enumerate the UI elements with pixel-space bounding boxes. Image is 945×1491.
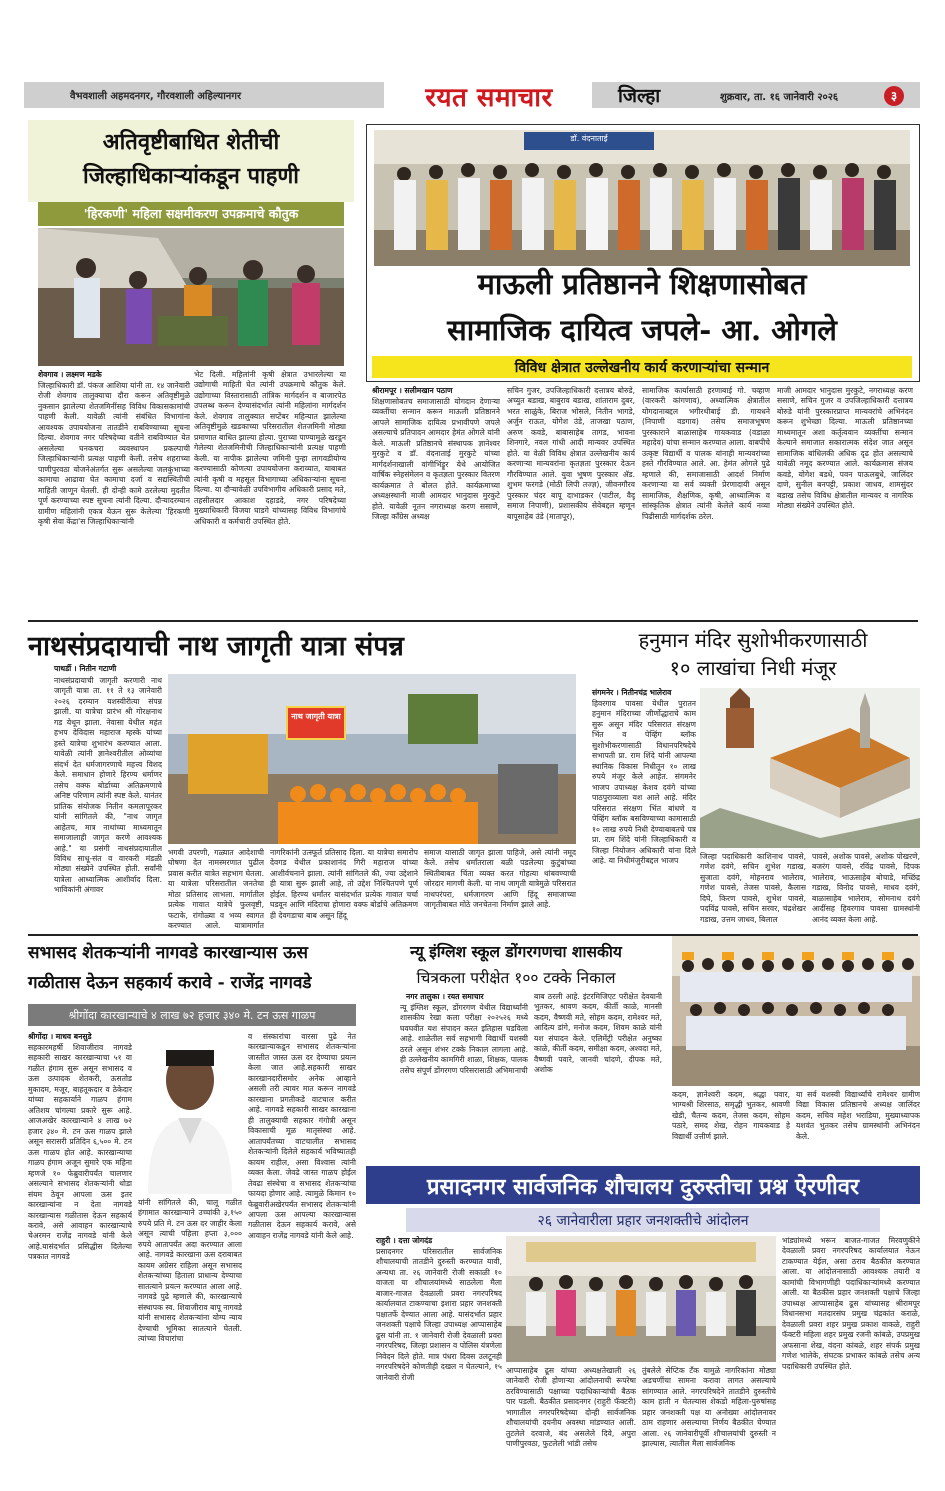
temple-render (700, 688, 920, 848)
headline-line2: चित्रकला परीक्षेत १०० टक्के निकाल (416, 969, 616, 987)
photo-banner (286, 706, 346, 740)
felicitation-photo (374, 130, 910, 266)
story-mauli (366, 124, 918, 620)
meeting-photo (506, 1236, 776, 1362)
section-divider (28, 620, 918, 622)
dateline: श्रीरामपूर । सलीमखान पठाण (372, 386, 453, 395)
body-col3: कदम, ज्ञानेश्वरी कदम, श्रद्धा पवार, भाग्यश्री शिरसाठ, समृद्धी भुतकर, श्रावणी खेडी, चैतन्य कदम, तेजस कदम, सोहम पठारे, समद शेख, रोहन गायकवाड हे विद्यार्थी उत्तीर्ण झाले. (672, 1090, 790, 1141)
body-col4: समाज यासाठी जागृत झाला पाहिजे, असे त्यांनी नमूद केले. तसेच धर्मांतराला बळी पडलेल्या कुटुंबांच्या स्थितीबाबत चिंता व्यक्त करत गोहत्या थांबवण्याची जोरदार मागणी केली. या नाथ जागृती यात्रेमुळे परिसरात नाथपरंपरा, धर्मजागरण आणि हिंदू समाजाच्या जागृतीबाबत मोठे जनचेतना निर्माण झाले आहे. (424, 848, 576, 910)
story-hanuman-temple (586, 624, 920, 932)
dateline: श्रीगोंदा । माधव बनसुडे (28, 1032, 92, 1041)
body-col1: प्रसादनगर परिसरातील सार्वजनिक शौचालयाची तातडीने दुरुस्ती करण्यात यावी, अन्यथा ता. २६ जानेवारी रोजी सकाळी १० वाजता या शौचालयांमध्ये साठलेला मैला बाजार-गाजत देवळाली प्रवरा नगरपरिषद कार्यालयात टाकण्याचा इशारा प्रहार जनशक्ती पक्षातर्फे देण्यात आला आहे. यासंदर्भात प्रहार जनशक्ती पक्षाचे जिल्हा उपाध्यक्ष आप्पासाहेब ढूस यांनी ता. १ जानेवारी रोजी देवळाली प्रवरा नगरपरिषद, जिल्हा प्रशासन व पोलिस यंत्रणेला निवेदन दिले होते. मात्र पंधरा दिवस उलटूनही नगरपरिषदेने कोणतीही दखल न घेतल्याने, १५ जानेवारी रोजी (376, 1247, 502, 1382)
body-col2: भेट दिली. महिलांनी कृषी क्षेत्रात उभारलेल्या या उद्योगाची माहिती घेत त्यांनी उपक्रमाचे कौतुक केले. उद्योगाच्या विस्तारासाठी तांत्रिक मार्गदर्शन व बाजारपेठ उपलब्ध करून देण्यासंदर्भात त्यांनी महिलांना मार्गदर्शन केले. शेवगाव तालुक्यात सप्टेंबर महिन्यात झालेल्या अतिवृष्टीमुळे खडकाच्या परिसरातील शेतजमिनी मोठ्या प्रमाणात बाधित झाल्या होत्या. पुराच्या पाण्यामुळे खरडून गेलेल्या शेतजमिनीची जिल्हाधिकाऱ्यांनी प्रत्यक्ष पाहणी केली. या नापीक झालेल्या जमिनी पुन्हा लागवडीयोग्य करण्यासाठी कोणत्या उपाययोजना कराव्यात, याबाबत त्यांनी कृषी व महसूल विभागाच्या अधिकाऱ्यांना सूचना दिल्या. या दौऱ्यावेळी उपविभागीय अधिकारी प्रसाद मते, तहसीलदार आकाश दहाडदे, नगर परिषदेच्या मुख्याधिकारी विजया घाडगे यांच्यासह विविध विभागांचे अधिकारी व कर्मचारी उपस्थित होते. (194, 370, 346, 526)
headline-line2: गळीतास देऊन सहकार्य करावे - राजेंद्र नागवडे (28, 973, 312, 993)
headline-line2: जिल्हाधिकाऱ्यांकडून पाहणी (83, 163, 299, 189)
headline-line1: हनुमान मंदिर सुशोभीकरणासाठी (638, 628, 868, 652)
body-col1: जिल्हाधिकारी डॉ. पंकज आशिया यांनी ता. १४ जानेवारी रोजी शेवगाव तालुक्याचा दौरा करून अतिवृष्टीमुळे नुकसान झालेल्या शेतजमिनींसह विविध विकासकामांची पाहणी केली. यावेळी त्यांनी संबंधित विभागांना आवश्यक उपाययोजना तातडीने राबविण्याच्या सूचना दिल्या. शेवगाव नगर परिषदेच्या वतीने राबविण्यात येत असलेल्या घनकचरा व्यवस्थापन प्रकल्पाची जिल्हाधिकाऱ्यांनी प्रत्यक्ष पाहणी केली. तसेच शहराच्या पाणीपुरवठा योजनेअंतर्गत सुरू असलेल्या जलकुंभाच्या कामाचा आढावा घेत कामाचा दर्जा व सद्यस्थितीची माहिती जाणून घेतली. ही दोन्ही कामे ठरलेल्या मुदतीत पूर्ण करण्याच्या स्पष्ट सूचना त्यांनी दिल्या. दौऱ्यादरम्यान ग्रामीण महिलांनी एकत्र येऊन सुरू केलेल्या 'हिरकणी कृषी सेवा केंद्रा'स जिल्हाधिकाऱ्यांनी (38, 381, 190, 527)
story-school-result (366, 936, 920, 1164)
body-col1: हिवरगाव पावसा येथील पुरातन हनुमान मंदिराच्या जीर्णोद्धाराचे काम सुरू असून मंदिर परिसरात संरक्षण भिंत व पेव्हिंग ब्लॉक सुशोभीकरणासाठी विधानपरिषदेचे सभापती प्रा. राम शिंदे यांनी आपल्या स्थानिक विकास निधीतून १० लाख रुपये मंजूर केले आहेत. संगमनेर भाजप उपाध्यक्ष केशव दवंगे यांच्या पाठपुराव्याला यश आले आहे. मंदिर परिसरात संरक्षण भिंत बांधणे व पेव्हिंग ब्लॉक बसविण्याच्या कामासाठी १० लाख रुपये निधी देण्याबाबतचे पत्र प्रा. राम शिंदे यांनी जिल्हाधिकारी व जिल्हा नियोजन अधिकारी यांना दिले आहे. या निधीमंजुरीबद्दल भाजप (592, 699, 696, 866)
kicker-text: श्रीगोंदा कारखान्याचे ४ लाख ७२ हजार ३४० मे. टन ऊस गाळप (68, 1009, 316, 1022)
headline-line2: सामाजिक दायित्व जपले- आ. ओगले (447, 313, 837, 347)
headline-line1: न्यू इंग्लिश स्कूल डोंगरगणचा शासकीय (410, 942, 622, 961)
photo-banner-text: डॉ. वंदनाताई (570, 134, 608, 143)
kicker-text: २६ जानेवारीला प्रहार जनशक्तीचे आंदोलन (537, 1213, 749, 1229)
body-col1: सहकारमहर्षी शिवाजीराव नागवडे सहकारी साखर कारखान्याचा ५१ वा गळीत हंगाम सुरू असून सभासद व ऊस उत्पादक शेतकरी, ऊसतोड मुकादम, मजूर, बाहतूकदार व ठेकेदार यांच्या सहकार्याने गाळप हंगाम अतिशय चांगल्या प्रकारे सुरू आहे. आजअखेर कारखान्याने ४ लाख ७२ हजार ३४० मे. टन ऊस गाळप झाले असून सरासरी प्रतिदिन ६,५०० मे. टन ऊस गाळप होत आहे. कारखान्याचा गाळप हंगाम अजून सुमारे एक महिना म्हणजे १० फेब्रुवारीपर्यंत चालणार असल्याने सभासद शेतकऱ्यांनी थोडा संयम ठेवून आपला ऊस इतर कारखान्यांना न देता नागवडे कारखान्यास गळीतास देऊन सहकार्य करावे, असे आवाहन कारखान्याचे चेअरमन राजेंद्र नागवडे यांनी केले आहे.यासंदर्भात प्रसिद्धीस दिलेल्या पत्रकात नागवडे (28, 1043, 132, 1262)
body-col3: सामाजिक कार्यासाठी हरणाबाई गो. चव्हाण (वारकरी कांगणाव), अध्यात्मिक क्षेत्रातील योगदानाबद्दल भगीरथीबाई डी. गायधने (निपाणी वडगाव) तसेच समाजभूषण पुरस्काराने बाळासाहेब गायकवाड (वडाळा महादेव) यांचा सन्मान करण्यात आला. वाबपीचे उत्कृष्ट विद्यार्थी व पालक यांनाही मान्यवरांच्या हस्ते गौरविण्यात आले. आ. हेमंत ओगले पुढे म्हणाले की, समाजासाठी आदर्श निर्माण करणाऱ्या या सर्व व्यक्ती प्रेरणादायी असून सामाजिक, शैक्षणिक, कृषी, आध्यात्मिक व सांस्कृतिक क्षेत्रात त्यांनी केलेले कार्य नव्या पिढीसाठी मार्गदर्शक ठरेल. (642, 386, 770, 521)
body-col4: या सर्व यशस्वी विद्यार्थ्यांचे रामेश्वर ग्रामीण विद्या विकास प्रतिष्ठानचे अध्यक्ष जालिंदर कदम, सचिव महेश भराडिया, मुख्याध्यापक यशवंत भुतकर तसेच ग्रामस्थांनी अभिनंदन केले. (796, 1090, 920, 1141)
kicker-text: 'हिरकणी' महिला सक्षमीकरण उपक्रमाचे कौतुक (83, 206, 299, 221)
dateline: शेवगाव । लक्ष्मण मडके (38, 370, 102, 379)
issue-date: शुक्रवार, ता. १६ जानेवारी २०२६ (720, 92, 839, 103)
kicker-text: विविध क्षेत्रात उल्लेखनीय कार्य करणाऱ्यांचा सन्मान (514, 360, 770, 376)
body-col1: न्यू इंग्लिश स्कूल, डोंगरगण येथील विद्यार्थ्यांनी शासकीय रेखा कला परीक्षा २०२५२६ मध्ये घवघवीत यश संपादन करत इतिहास घडविला आहे. शाळेतील सर्व सहभागी विद्यार्थी यशस्वी ठरले असून शंभर टक्के निकाल लागला आहे. ही उल्लेखनीय कामगिरी शाळा, शिक्षक, पालक तसेच संपूर्ण डोंगरगण परिसरासाठी अभिमानाची (400, 1003, 528, 1075)
kicker-band (372, 356, 912, 378)
headline: प्रसादनगर सार्वजनिक शौचालय दुरुस्तीचा प्रश्न ऐरणीवर (427, 1174, 859, 1200)
students-photo (672, 936, 920, 1086)
dateline: नगर तालुका । रयत समाचार (406, 992, 484, 1001)
portrait-photo (138, 1032, 242, 1194)
headline: नाथसंप्रदायाची नाथ जागृती यात्रा संपन्न (28, 631, 404, 662)
story-prasadnagar-toilet (366, 1166, 920, 1486)
tagline-band (24, 82, 384, 108)
story-nath-yatra (28, 624, 576, 932)
photo-banner-text: नाथ जागृती यात्रा (291, 711, 341, 721)
dateline: राहुरी । दत्ता जोगदंड (376, 1236, 433, 1245)
body-col2: जिल्हा पदाधिकारी काशिनाथ पावसे, गणेश दवंगे, सचिन शुभेश गडाख, सुजाता दवंगे, मोहनराव भालेराव, गणेश पावसे, तेजस पावसे, कैलास दिघे, किरण पावसे, शुभेश पावसे, पदविंद्र पावसे, सचिन सरवर, चंद्रशेखर गडाख, उत्तम जाधव, बिलाल (700, 852, 806, 924)
body-col2: यांनी सांगितले की, चालू गळीत हंगामात कारखान्याने उच्चांकी ३,१५० रुपये प्रति मे. टन ऊस दर जाहीर केला असून त्याची पहिला हप्ता ३,००० रुपये आतापर्यंत अदा करण्यात आला आहे. नागवडे कारखाना ऊस दराबाबत कायम अग्रेसर राहिला असून सभासद शेतकऱ्यांच्या हिताला प्राधान्य देण्याचा सातत्याने प्रयत्न करण्यात आला आहे. नागवडे पुढे म्हणाले की, कारखान्याचे संस्थापक स्व. शिवाजीराव बापू नागवडे यांनी सभासद शेतकऱ्यांना योग्य न्याय देण्याची भूमिका सातत्याने घेतली. त्यांच्या विचारांचा (138, 1198, 242, 1344)
tagline: वैभवशाली अहमदनगर, गौरवशाली अहिल्यानगर (70, 91, 242, 102)
body-col4: माजी आमदार भानुदास मुरकुटे, नगराध्यक्ष करण ससाणे, सचिन गुजर व उपजिल्हाधिकारी दत्तात्रय बोरुडे यांनी पुरस्कारप्राप्त मान्यवरांचे अभिनंदन करून शुभेच्छा दिल्या. माऊली प्रतिष्ठानच्या माध्यमातून अशा कर्तृत्ववान व्यक्तींचा सन्मान केल्याने समाजात सकारात्मक संदेश जात असून सामाजिक बांधिलकी अधिक दृढ होत असल्याचे यावेळी नमूद करण्यात आले. कार्यक्रमास संजय कवडे, योगेश बडधे, पवन पाऊलबुधे, जालिंदर दाणे, सुनील बनपट्टी, प्रकाश जाधव, शामसुंदर बडाख तसेच विविध क्षेत्रातील मान्यवर व नागरिक मोठ्या संख्येने उपस्थित होते. (777, 386, 913, 511)
body-col3: पावसे, अशोक पावसे, अशोक पोखरणे, बजरंग पावसे, रविंद्र पावसे, दिपक भालेराव, भाऊसाहेब बोचाडे, मच्छिंद्र गडाख, विनोद पावसे, माधव दवंगे, बाळासाहेब भालेराव, सोमनाथ दवंगे आदींसह हिवरगाव पावसा ग्रामस्थांनी आनंद व्यक्त केला आहे. (812, 852, 920, 924)
kicker-band (406, 1208, 880, 1232)
body-col3: व संस्कारांचा वारसा पुढे नेत कारखान्याकडून सभासद शेतकऱ्यांना जास्तीत जास्त ऊस दर देण्याचा प्रयत्न केला जात आहे.सहकारी साखर कारखानदारीसमोर अनेक आव्हाने असली तरी त्यावर मात करून नागवडे कारखाना प्रगतीकडे वाटचाल करीत आहे. नागवडे सहकारी साखर कारखाना ही तालुक्याची सहकार गंगोत्री असून विकासाची मूळ मातृसंस्था आहे. आतापर्यंतच्या वाटचालीत सभासद शेतकऱ्यांनी दिलेले सहकार्य भविष्यातही कायम राहील, असा विश्वास त्यांनी व्यक्त केला. जेवढे जास्त गाळप होईल तेवढा संस्थेचा व सभासद शेतकऱ्यांचा फायदा होणार आहे. त्यामुळे किमान १० फेब्रुवारीअखेरपर्यंत सभासद शेतकऱ्यांनी आपला ऊस आपल्या कारखान्यास गळीतास देऊन सहकार्य करावे, असे आवाहन राजेंद्र नागवडे यांनी केले आहे. (248, 1032, 356, 1240)
headline-line1: अतिवृष्टीबाधित शेतीची (102, 129, 280, 155)
masthead-logo: रयत समाचार (425, 83, 553, 113)
headline-line1: सभासद शेतकऱ्यांनी नागवडे कारखान्यास ऊस (28, 943, 308, 963)
kicker-band (38, 202, 344, 226)
dateline: संगमनेर । नितीनचंद्र भालेराव (592, 688, 672, 697)
body-intro: नाथसंप्रदायाची जागृती करणारी नाथ जागृती यात्रा ता. ११ ते १३ जानेवारी २०२६ दरम्यान यशस्वीरीत्या संपन्न झाली. या यात्रेचा प्रारंभ श्री गोरक्षनाथ गड येथून झाला. नेवासा येथील महंत हभप देविदास महाराज म्हस्के यांच्या हस्ते यात्रेचा शुभारंभ करण्यात आला. यावेळी त्यांनी ज्ञानेश्वरीतील ओव्यांचा संदर्भ देत धर्मजागरणाचे महत्त्व विशद केले. समाधान होणारे हिरण्य धर्माणर तसेच वक्फ बोर्डाच्या अतिक्रमणाचे अनिष्ट परिणाम त्यांनी स्पष्ट केले. यानंतर प्रांतिक संयोजक नितीन कमलापूरकर यांनी सांगितले की, "नाथ जागृत आहेतच, मात्र नाथांच्या माध्यमातून समाजालाही जागृत करणे आवश्यक आहे." या प्रसंगी नाथसंप्रदायातील विविध साधू-संत व वारकरी मंडळी मोठ्या संख्येने उपस्थित होती. सर्वांनी यात्रेला आध्यात्मिक आशीर्वाद दिला. भाविकांनी अंगावर (54, 676, 162, 895)
body-col2: सचिन गुजर, उपजिल्हाधिकारी दत्तात्रय बोरुडे, अच्युत बडाख, बाबुराव बडाख, शांताराम दुबर, भरत साळुंके, बिराज भोसले, नितीन भागडे, अर्जुन राऊत, योगेश उंडे, ताजखा पठाण, अरुण कवडे, बाबासाहेब तागड, भावना शिनगारे, नवल गांधी आदी मान्यवर उपस्थित होते. या वेळी विविध क्षेत्रात उल्लेखनीय कार्य करणाऱ्या मान्यवरांना कृतज्ञता पुरस्कार देऊन गौरविण्यात आले. युवा भूषण पुरस्कार ॲड. शुभम फरगडे (मोठी लिपी तज्ज्ञ), जीवनगौरव पुरस्कार चंदर बापू दाभाडकर (पाटील, वैदू समाज निपाणी), प्रशासकीय सेवेबद्दल म्हणून बापूसाहेब उंडे (मातापूर), (507, 386, 635, 521)
headline-line2: १० लाखांचा निधी मंजूर (669, 656, 837, 680)
headline-box (28, 120, 354, 202)
body-col1: शिक्षणासोबतच समाजासाठी योगदान देणाऱ्या व्यक्तींचा सन्मान करून माऊली प्रतिष्ठानने आपले सामाजिक दायित्व प्रभावीपणे जपले असल्याचे प्रतिपादन आमदार हेमंत ओगले यांनी केले. माऊली प्रतिष्ठानचे संस्थापक ज्ञानेश्वर मुरकुटे व डॉ. वंदनाताई मुरकुटे यांच्या मार्गदर्शनाखाली वांगीभिंड्रूर येथे आयोजित वार्षिक स्नेहसंमेलन व कृतज्ञता पुरस्कार वितरण कार्यक्रमात ते बोलत होते. कार्यक्रमाच्या अध्यक्षस्थानी माजी आमदार भानुदास मुरकुटे होते. यावेळी नूतन नगराध्यक्ष करण ससाणे, जिल्हा काँग्रेस अध्यक्ष (372, 397, 500, 522)
body-col4: भांड्यांमध्ये भरून बाजत-गाजत मिरवणुकीने देवळाली प्रवरा नगरपरिषद कार्यालयात नेऊन टाकण्यात येईल, असा ठराव बैठकीत करण्यात आला. या आंदोलनासाठी आवश्यक तयारी व कामांची विभागणीही पदाधिकाऱ्यांमध्ये करण्यात आली. या बैठकीस प्रहार जनशक्ती पक्षाचे जिल्हा उपाध्यक्ष आप्पासाहेब ढूस यांच्यासह श्रीरामपूर विधानसभा मतदारसंघ प्रमुख चंद्रकांत कराळे, देवळाली प्रवरा शहर प्रमुख प्रकाश वाकळे, राहुरी फॅक्टरी महिला शहर प्रमुख रजनी कांबळे, उपप्रमुख अफसाना शेख, वंदना कांबळे, शहर संपर्क प्रमुख गणेश भालेके, संघटक प्रभाकर कांबळे तसेच अन्य पदाधिकारी उपस्थित होते. (782, 1236, 920, 1371)
farm-photo (38, 228, 344, 366)
date-band (592, 82, 920, 108)
headline-band (366, 1166, 920, 1204)
page-header (24, 74, 920, 116)
page-number: ३ (890, 89, 898, 103)
story-nagwade-sugar (28, 936, 356, 1484)
body-col2: बाब ठरली आहे. इंटरमिजिएट परीक्षेत देवयानी भुतकर, श्रावण कदम, कीर्ती काळे, मानसी कदम, वैष्णवी मते, सोहम कदम, रामेश्वर मते, आदित्य डांगे, मनोज कदम, शिवम काळे यांनी यश संपादन केले. एलिमेंट्री परीक्षेत अनुष्का काळे, कीर्ती कदम, समीक्षा कदम, अश्वदा मते, वैष्णवी पवारे, जानवी चांदणे, दीपक मते, अशोक (534, 992, 662, 1075)
body-col2: भगवी उपरणी, गळ्यात आदेशाची घोषणा देत नामस्मरणात पुढील प्रवास करीत यात्रेत सहभाग घेतला. या यात्रेला परिसरातील जनतेचा मोठा प्रतिसाद लाभला. मार्गातील प्रत्येक गावात यात्रेचे फुलवृष्टी, फटाके, रांगोळ्या व भव्य स्वागत करण्यात आले. यात्रामार्गात (168, 848, 264, 930)
headline-line1: माऊली प्रतिष्ठानने शिक्षणासोबत (477, 267, 807, 301)
yatra-photo (168, 674, 576, 844)
page-number-badge (884, 86, 904, 106)
body-col2: आप्पासाहेब ढूस यांच्या अध्यक्षतेखाली २६ जानेवारी रोजी होणाऱ्या आंदोलनाची रूपरेषा ठरविण्यासाठी पक्षाच्या पदाधिकाऱ्यांची बैठक पार पडली. बैठकीत प्रसादनगर (राहुरी फॅक्टरी) भागातील नगरपरिषदेच्या दोन्ही सार्वजनिक शौचालयांची दयनीय अवस्था मांडण्यात आली. तुटलेले दरवाजे, बंद असलेले दिवे, अपुरा पाणीपुरवठा, फुटलेली भांडी तसेच (506, 1366, 636, 1449)
body-col3: नागरिकांनी उत्स्फूर्त प्रतिसाद दिला. या यात्रेचा समारोप देवगड येथील प्रकाशानंद गिरी महाराज यांच्या आशीर्वचनाने झाला. त्यांनी सांगितले की, ज्या उद्देशाने ही यात्रा सुरू झाली आहे, तो उद्देश निश्चितपणे पूर्ण होईल. हिरण्य धर्मांतर यासंदर्भात प्रत्येक गावात चर्चा घडवून आणि मंदिराचा होणारा वक्फ बोर्डाचे अतिक्रमण ही देवगडाचा बाब असून हिंदू (270, 848, 418, 920)
story-farm-inspection (28, 120, 354, 620)
kicker-band (28, 1004, 356, 1026)
section-name: जिल्हा (618, 85, 661, 107)
dateline: पाथर्डी । नितीन गटाणी (54, 664, 117, 673)
body-col3: तुंबलेले सेप्टिक टँक यामुळे नागरिकांना मोठ्या अडचणींचा सामना करावा लागत असल्याचे सांगण्यात आले. नगरपरिषदेने तातडीने दुरुस्तीचे काम हाती न घेतल्यास शेकडो महिला-पुरुषांसह प्रहार जनशक्ती पक्ष या अनोख्या आंदोलनावर ठाम राहणार असल्याचा निर्णय बैठकीत घेण्यात आला. २६ जानेवारीपूर्वी शौचालयांची दुरुस्ती न झाल्यास, त्यातील मैला सार्वजनिक (642, 1366, 776, 1449)
